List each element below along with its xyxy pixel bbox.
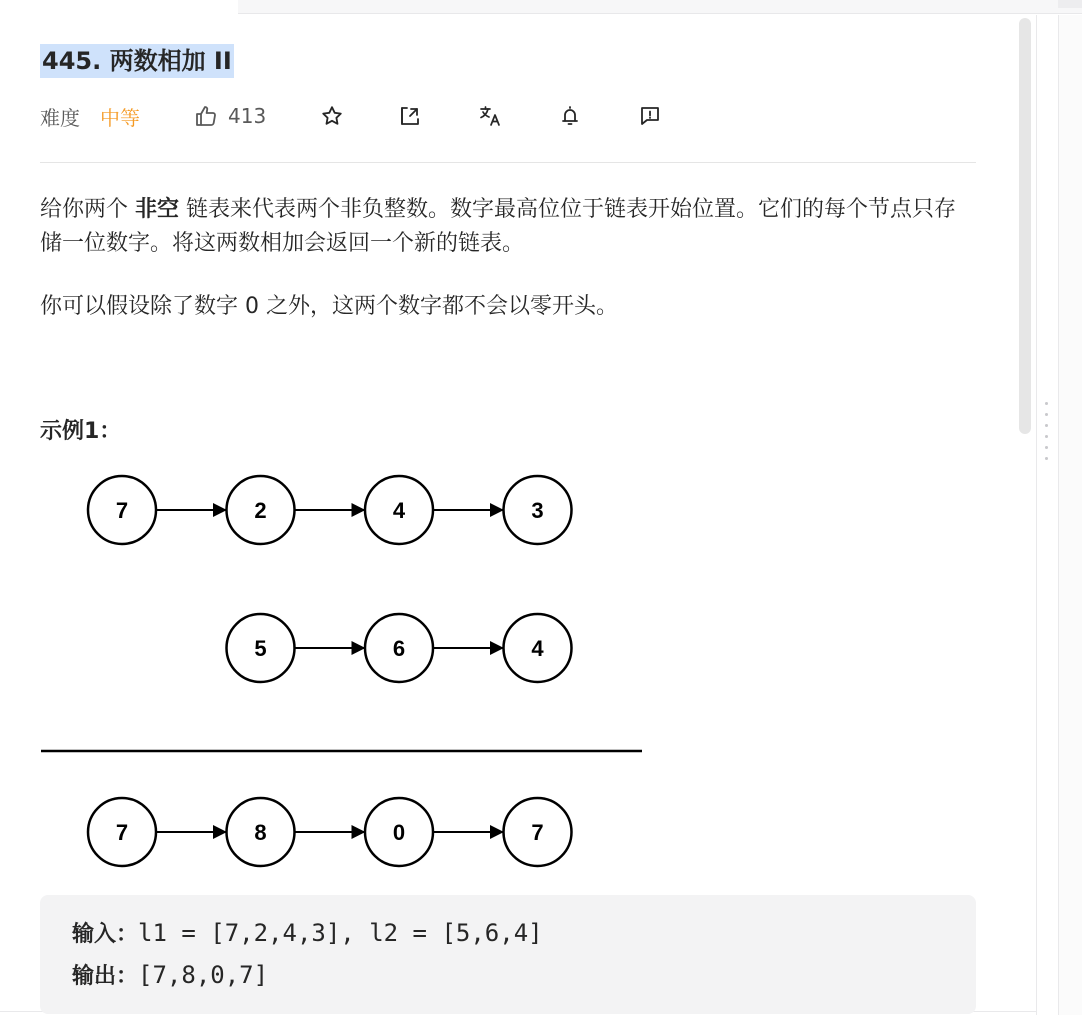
description-text: 给你两个 xyxy=(40,197,135,222)
difficulty-label: 难度 xyxy=(40,105,80,130)
resize-handle[interactable] xyxy=(1045,402,1049,460)
output-value: [7,8,0,7] xyxy=(138,961,269,989)
result-node-value: 8 xyxy=(254,820,267,845)
list1-node-value: 3 xyxy=(531,498,544,523)
result-node-value: 0 xyxy=(392,820,406,845)
bell-icon xyxy=(558,104,582,128)
list1-node-value: 4 xyxy=(392,498,406,523)
description-paragraph-2: 你可以假设除了数字 0 之外，这两个数字都不会以零开头。 xyxy=(40,294,618,319)
description-text: 链表来代表两个非负整数。数字最高位位于链表开始位置。它们的每个节点只存储一位数字。将这两数相加会返回一个新的链表。 xyxy=(40,197,957,256)
notification-button[interactable] xyxy=(558,104,582,128)
difficulty-value: 中等 xyxy=(100,105,140,130)
top-bar-edge xyxy=(1058,0,1082,8)
input-value: l1 = [7,2,4,3], l2 = [5,6,4] xyxy=(138,919,543,947)
thumbs-up-icon xyxy=(194,104,218,128)
example-code-block xyxy=(40,895,976,1014)
translate-icon xyxy=(478,104,502,128)
share-icon xyxy=(398,104,422,128)
header-divider xyxy=(40,162,976,163)
panel-divider xyxy=(1036,15,1037,1015)
output-label: 输出： xyxy=(72,964,139,989)
star-icon xyxy=(320,104,344,128)
problem-meta-bar xyxy=(40,98,662,134)
list2-node-value: 5 xyxy=(254,636,267,661)
feedback-button[interactable] xyxy=(638,104,662,128)
emphasis-non-empty: 非空 xyxy=(135,197,180,222)
input-label: 输入： xyxy=(72,922,139,947)
problem-title: 445. 两数相加 II xyxy=(40,44,234,78)
list2-node-value: 4 xyxy=(531,636,544,661)
feedback-icon xyxy=(638,104,662,128)
linked-list-diagram xyxy=(40,472,650,876)
example-title: 示例1： xyxy=(40,419,122,444)
list1-node-value: 7 xyxy=(115,498,129,523)
scrollbar[interactable] xyxy=(1019,18,1031,434)
result-node-value: 7 xyxy=(115,820,129,845)
translate-button[interactable] xyxy=(478,104,502,128)
list1-node-value: 2 xyxy=(254,498,267,523)
right-panel xyxy=(1058,15,1082,1015)
favorite-button[interactable] xyxy=(320,104,344,128)
share-button[interactable] xyxy=(398,104,422,128)
top-bar xyxy=(238,0,1082,14)
linked-list-svg xyxy=(40,472,650,872)
result-node-value: 7 xyxy=(531,820,544,845)
like-button[interactable] xyxy=(194,104,266,128)
list2-node-value: 6 xyxy=(392,636,406,661)
like-count: 413 xyxy=(228,104,267,128)
description-paragraph-1 xyxy=(40,193,976,261)
example-io xyxy=(72,913,543,997)
